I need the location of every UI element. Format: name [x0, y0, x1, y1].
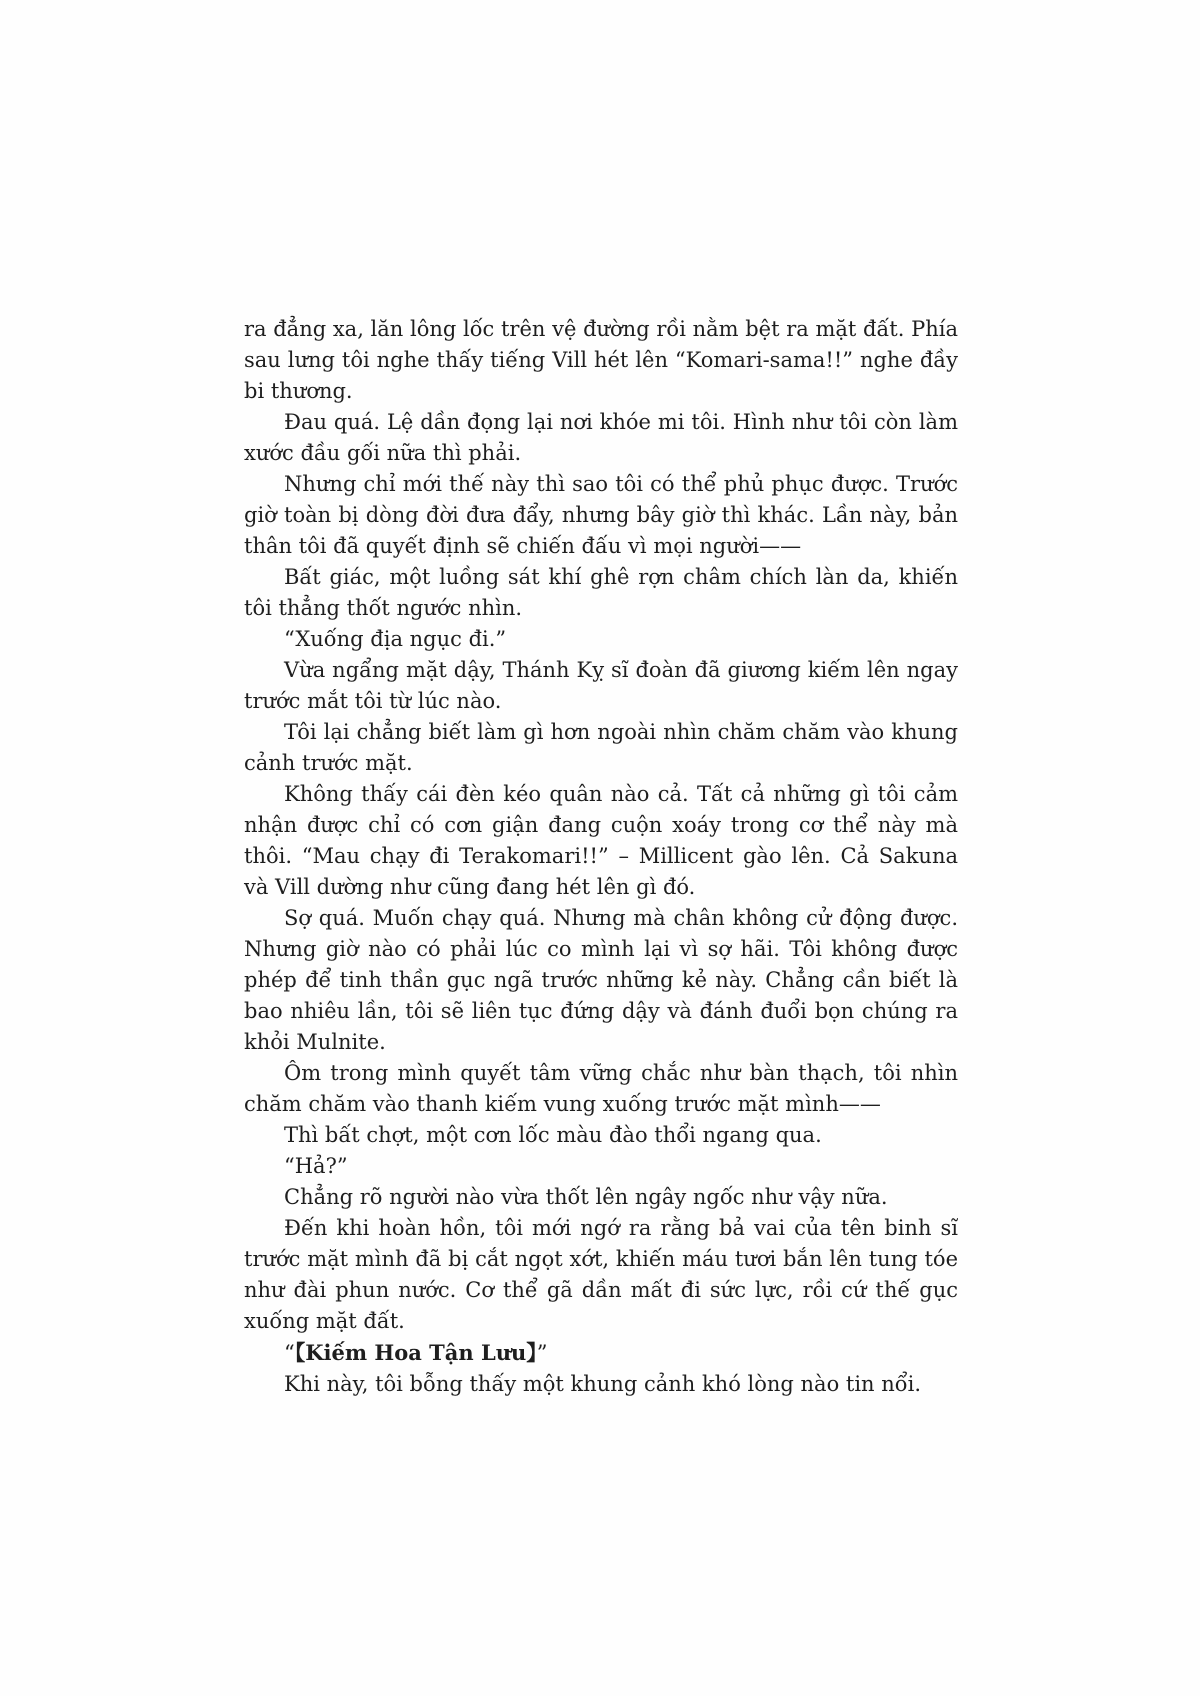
paragraph-6: Vừa ngẩng mặt dậy, Thánh Kỵ sĩ đoàn đã giương kiếm lên ngay trước mắt tôi từ lúc nào.: [244, 658, 958, 713]
paragraph-2: Đau quá. Lệ dần đọng lại nơi khóe mi tôi. Hình như tôi còn làm xước đầu gối nữa thì phải.: [244, 410, 958, 465]
paragraph-3: Nhưng chỉ mới thế này thì sao tôi có thể phủ phục được. Trước giờ toàn bị dòng đời đưa đẩy, nhưng bây giờ thì khác. Lần này, bản thân tôi đã quyết định sẽ chiến đấu vì mọi người——: [244, 472, 958, 558]
paragraph-last: Khi này, tôi bỗng thấy một khung cảnh khó lòng nào tin nổi.: [284, 1372, 922, 1396]
paragraph-4: Bất giác, một luồng sát khí ghê rợn châm chích làn da, khiến tôi thẳng thốt ngước nhìn.: [244, 565, 958, 620]
skill-name: 【Kiếm Hoa Tận Lưu】: [294, 1340, 537, 1365]
skill-open-quote: “: [284, 1341, 295, 1365]
skill-close-quote: ”: [536, 1341, 548, 1365]
paragraph-7: Tôi lại chẳng biết làm gì hơn ngoài nhìn chăm chăm vào khung cảnh trước mặt.: [244, 720, 958, 775]
paragraph-1: ra đẳng xa, lăn lông lốc trên vệ đường rồi nằm bệt ra mặt đất. Phía sau lưng tôi nghe thấy tiếng Vill hét lên “Komari-sama!!” nghe đầy bi thương.: [244, 317, 958, 403]
paragraph-13: Chẳng rõ người nào vừa thốt lên ngây ngốc như vậy nữa.: [284, 1185, 888, 1209]
paragraph-11: Thì bất chợt, một cơn lốc màu đào thổi ngang qua.: [284, 1123, 822, 1147]
paragraph-10: Ôm trong mình quyết tâm vững chắc như bàn thạch, tôi nhìn chăm chăm vào thanh kiếm vung xuống trước mặt mình——: [244, 1061, 958, 1116]
body-text: [244, 314, 958, 1400]
paragraph-14: Đến khi hoàn hồn, tôi mới ngớ ra rằng bả vai của tên binh sĩ trước mặt mình đã bị cắt ngọt xớt, khiến máu tươi bắn lên tung tóe như đài phun nước. Cơ thể gã dần mất đi sức lực, rồi cứ thế gục xuống mặt đất.: [244, 1216, 958, 1333]
paragraph-9: Sợ quá. Muốn chạy quá. Nhưng mà chân không cử động được. Nhưng giờ nào có phải lúc co mình lại vì sợ hãi. Tôi không được phép để tinh thần gục ngã trước những kẻ này. Chẳng cần biết là bao nhiêu lần, tôi sẽ liên tục đứng dậy và đánh đuổi bọn chúng ra khỏi Mulnite.: [244, 906, 958, 1054]
paragraph-12: “Hả?”: [284, 1154, 348, 1178]
paragraph-8: Không thấy cái đèn kéo quân nào cả. Tất cả những gì tôi cảm nhận được chỉ có cơn giận đang cuộn xoáy trong cơ thể này mà thôi. “Mau chạy đi Terakomari!!” – Millicent gào lên. Cả Sakuna và Vill dường như cũng đang hét lên gì đó.: [244, 782, 958, 899]
skill-line: [244, 1337, 958, 1369]
paragraph-5: “Xuống địa ngục đi.”: [284, 627, 507, 651]
